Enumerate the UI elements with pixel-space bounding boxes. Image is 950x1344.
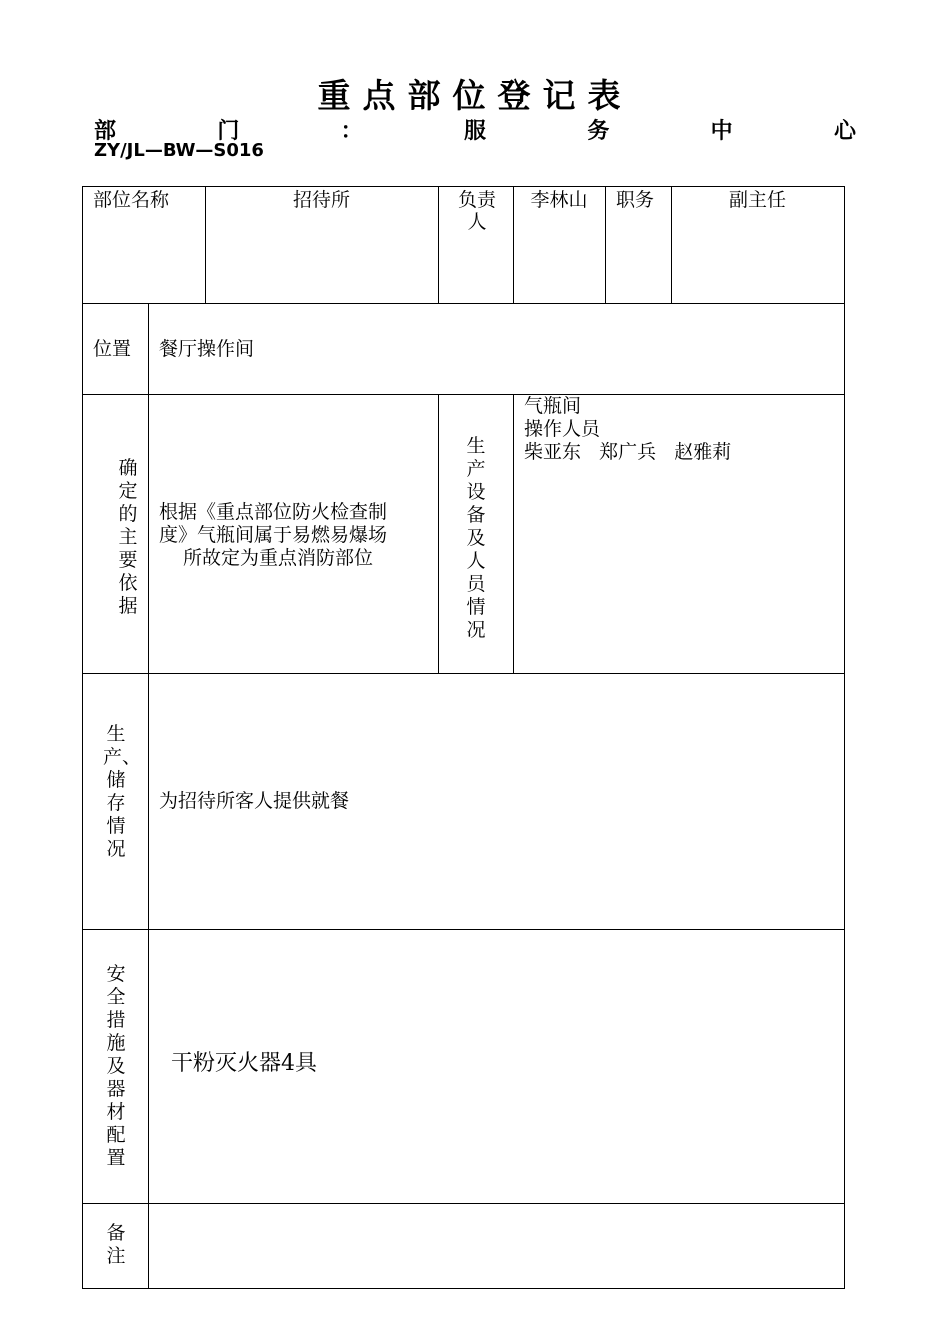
- basis-text-line3: 所故定为重点消防部位: [183, 547, 374, 569]
- location-name-value: 招待所: [292, 189, 350, 211]
- label-column-divider: [148, 303, 149, 1289]
- remark-label: 备注: [106, 1222, 126, 1267]
- safety-value: 干粉灭火器4具: [171, 1051, 317, 1076]
- position-title-value: 副主任: [728, 189, 786, 211]
- department-char: 门: [217, 119, 240, 144]
- registration-form: [82, 186, 845, 1289]
- equipment-line2: 操作人员: [524, 418, 601, 440]
- col-divider: [438, 187, 439, 303]
- equipment-label: 生产设备及人员情况: [466, 435, 486, 641]
- operator-names: 柴亚东 郑广兵 赵雅莉: [524, 441, 732, 463]
- row-divider: [83, 303, 844, 304]
- location-value: 餐厅操作间: [159, 338, 255, 360]
- col-divider: [513, 394, 514, 673]
- basis-label: 确定的主要依据: [118, 457, 138, 617]
- department-char: ：: [340, 119, 363, 144]
- owner-label: 负责人: [457, 189, 496, 233]
- position-title-label: 职务: [616, 189, 655, 211]
- row-divider: [83, 929, 844, 930]
- equipment-line1: 气瓶间: [524, 395, 582, 417]
- col-divider: [438, 394, 439, 673]
- row-divider: [83, 1203, 844, 1204]
- basis-text-line1: 根据《重点部位防火检查制: [159, 501, 388, 523]
- department-char: 中: [710, 119, 733, 144]
- owner-value: 李林山: [530, 189, 588, 211]
- row-divider: [83, 673, 844, 674]
- document-code: ZY/JL—BW—S016: [94, 140, 264, 161]
- department-char: 心: [833, 119, 856, 144]
- col-divider: [605, 187, 606, 303]
- storage-label: 生产、储存情况: [103, 723, 142, 860]
- page-title: 重点部位登记表: [317, 76, 633, 115]
- location-name-label: 部位名称: [93, 189, 170, 211]
- department-char: 服: [463, 119, 486, 144]
- remark-value: [159, 1227, 829, 1277]
- safety-label: 安全措施及器材配置: [106, 963, 126, 1169]
- location-label: 位置: [93, 338, 132, 360]
- row-divider: [83, 394, 844, 395]
- storage-value: 为招待所客人提供就餐: [159, 790, 350, 812]
- department-char: 部: [94, 119, 117, 144]
- department-char: 务: [587, 119, 610, 144]
- basis-text-line2: 度》气瓶间属于易燃易爆场: [159, 524, 388, 546]
